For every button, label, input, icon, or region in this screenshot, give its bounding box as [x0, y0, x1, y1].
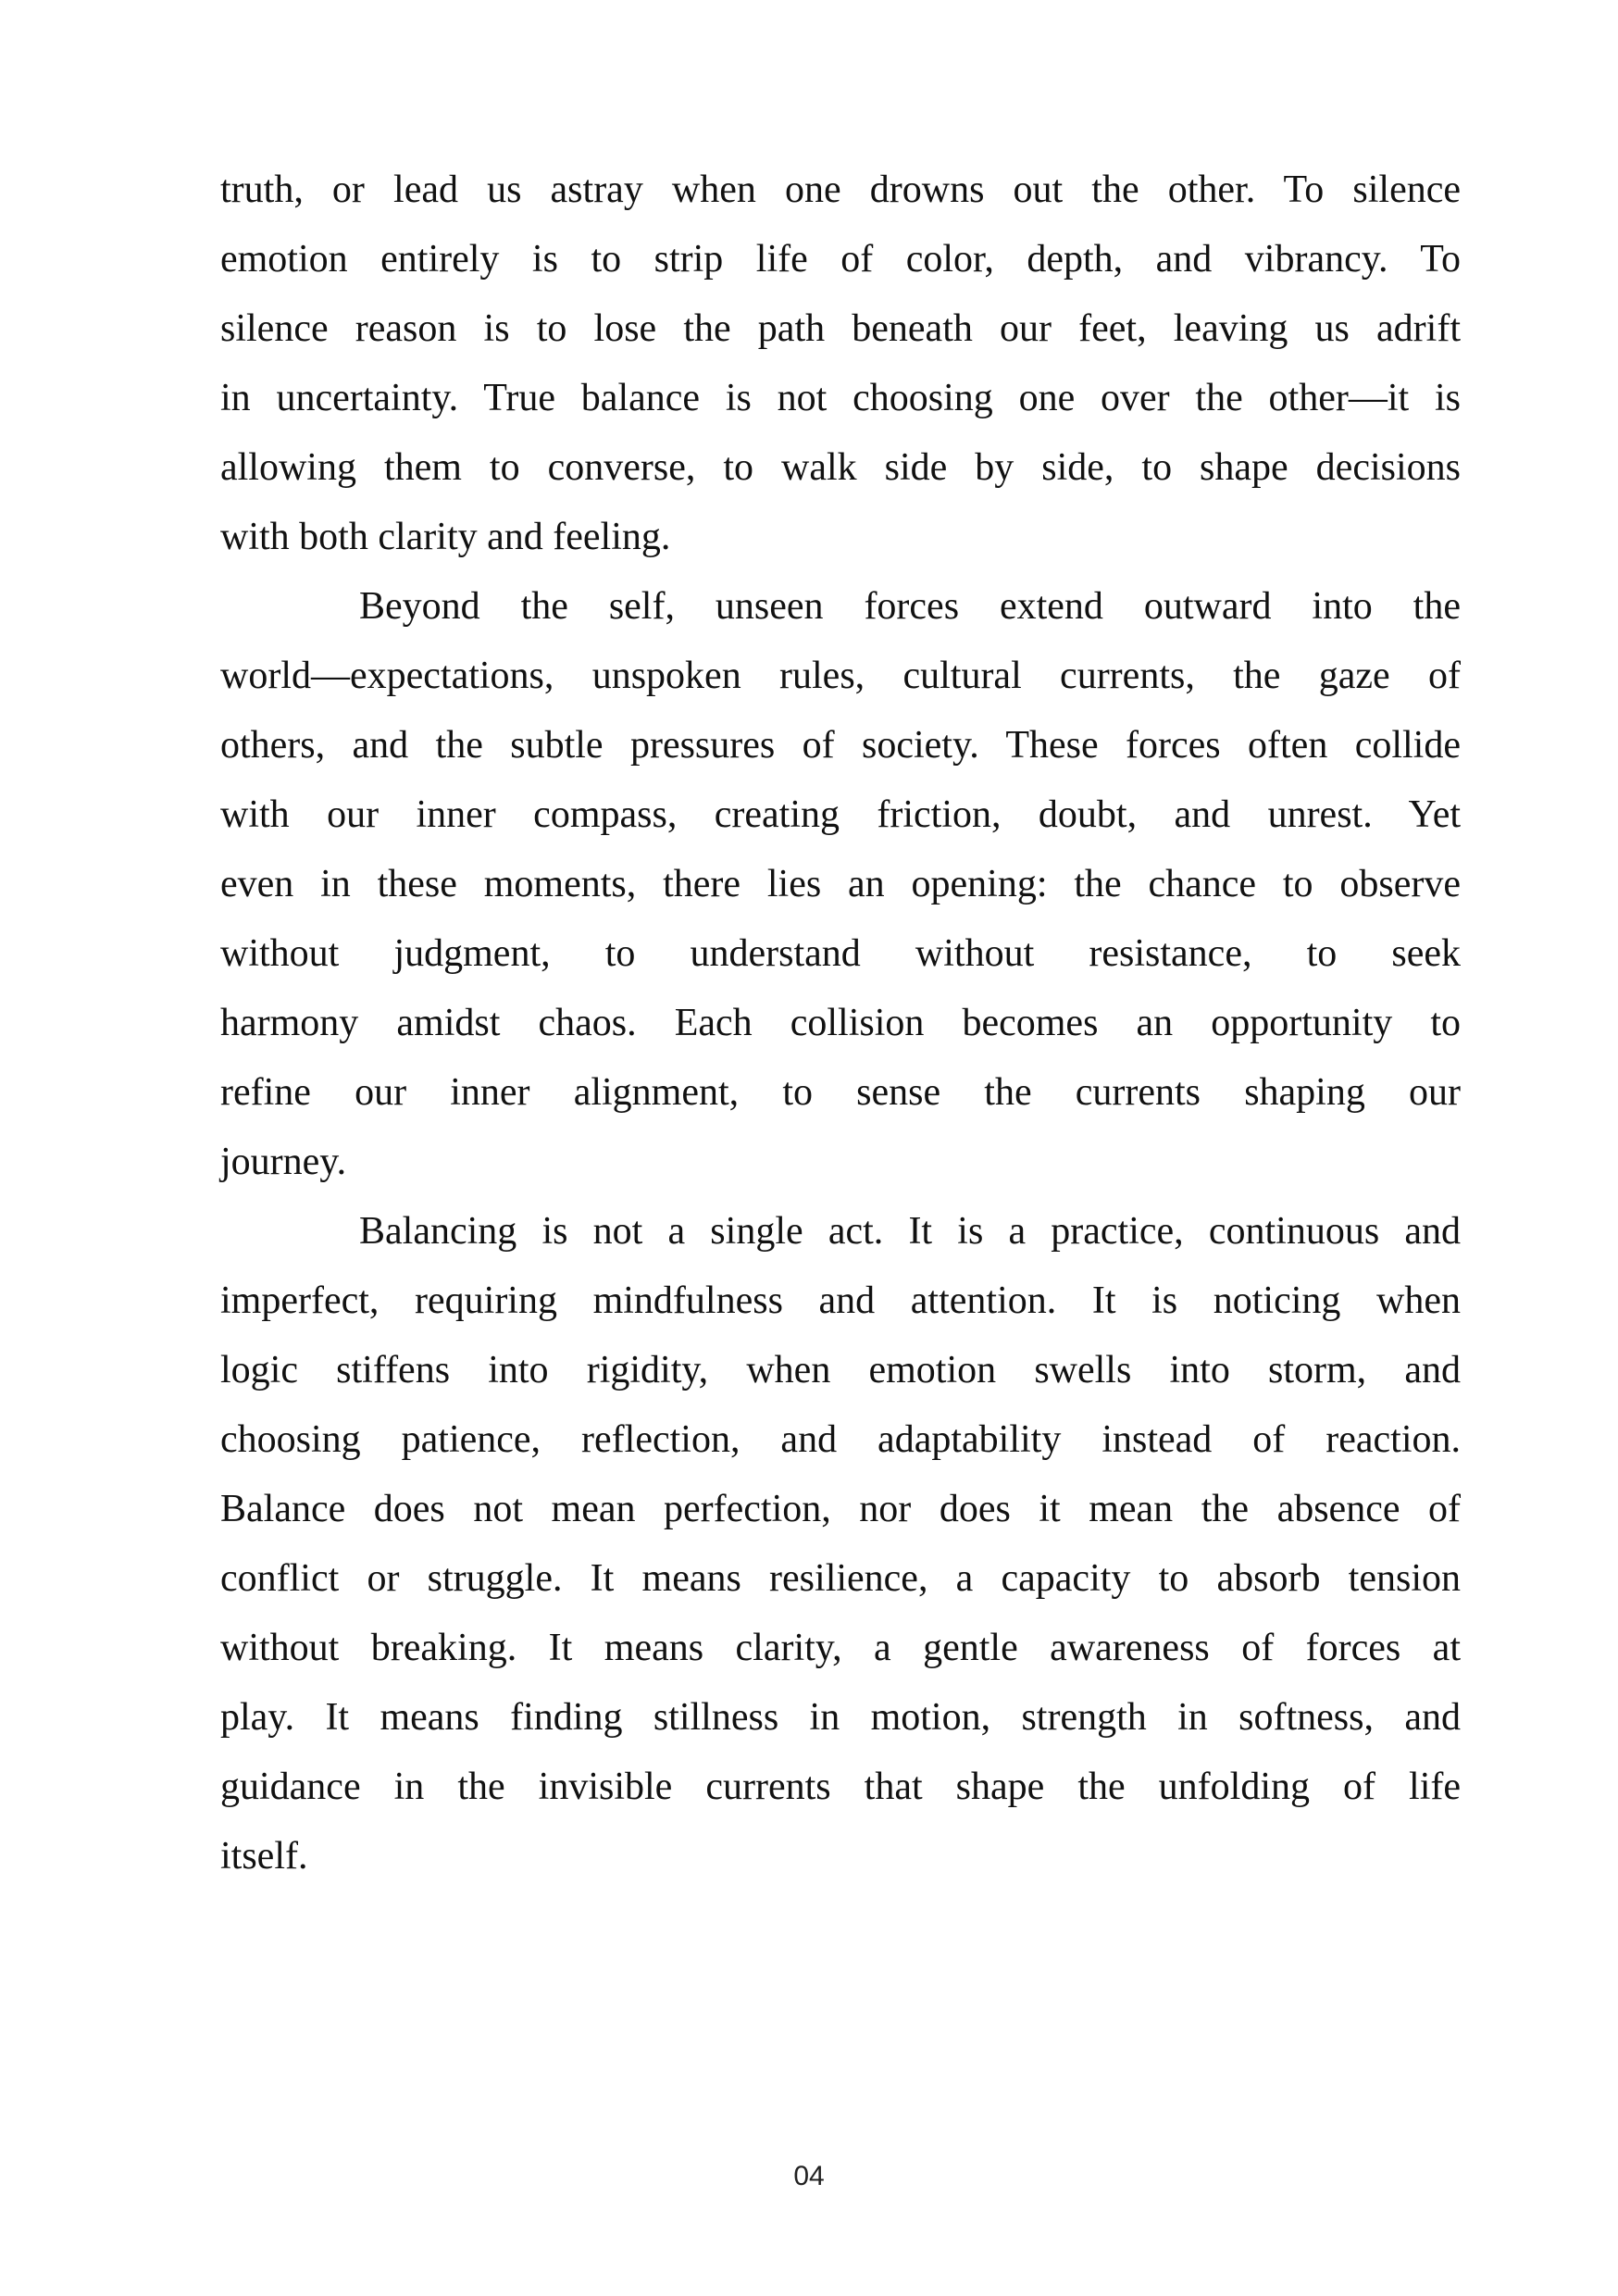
text-line: even in these moments, there lies an opening: the chance to observe: [220, 863, 1461, 905]
paragraph: [220, 572, 1461, 1197]
text-line: with our inner compass, creating friction, doubt, and unrest. Yet: [220, 793, 1461, 836]
paragraph: [220, 156, 1461, 572]
text-line: logic stiffens into rigidity, when emotion swells into storm, and: [220, 1349, 1461, 1391]
body-text: [220, 156, 1461, 1891]
text-line: truth, or lead us astray when one drowns out the other. To silence: [220, 168, 1461, 211]
text-line: conflict or struggle. It means resilience, a capacity to absorb tension: [220, 1557, 1461, 1600]
text-line: guidance in the invisible currents that shape the unfolding of life: [220, 1766, 1461, 1808]
paragraph: [220, 1197, 1461, 1891]
text-line: without breaking. It means clarity, a gentle awareness of forces at: [220, 1627, 1461, 1669]
text-line: choosing patience, reflection, and adaptability instead of reaction.: [220, 1418, 1461, 1461]
text-line: silence reason is to lose the path beneath our feet, leaving us adrift: [220, 307, 1461, 350]
text-line: others, and the subtle pressures of society. These forces often collide: [220, 724, 1461, 767]
text-line: refine our inner alignment, to sense the currents shaping our: [220, 1071, 1461, 1114]
text-line: itself.: [220, 1835, 308, 1878]
text-line: play. It means finding stillness in motion, strength in softness, and: [220, 1696, 1461, 1739]
text-line: harmony amidst chaos. Each collision becomes an opportunity to: [220, 1002, 1461, 1044]
text-line: Balance does not mean perfection, nor does it mean the absence of: [220, 1488, 1461, 1530]
text-line: allowing them to converse, to walk side by side, to shape decisions: [220, 446, 1461, 489]
text-line: Balancing is not a single act. It is a practice, continuous and: [359, 1210, 1461, 1253]
text-line: journey.: [220, 1141, 347, 1183]
text-line: with both clarity and feeling.: [220, 516, 671, 558]
text-line: in uncertainty. True balance is not choosing one over the other—it is: [220, 377, 1461, 419]
text-line: Beyond the self, unseen forces extend outward into the: [359, 585, 1461, 628]
text-line: world—expectations, unspoken rules, cultural currents, the gaze of: [220, 655, 1461, 697]
text-line: imperfect, requiring mindfulness and attention. It is noticing when: [220, 1279, 1461, 1322]
text-line: emotion entirely is to strip life of color, depth, and vibrancy. To: [220, 238, 1461, 281]
text-line: without judgment, to understand without resistance, to seek: [220, 932, 1461, 975]
page-number: 04: [793, 2161, 825, 2191]
